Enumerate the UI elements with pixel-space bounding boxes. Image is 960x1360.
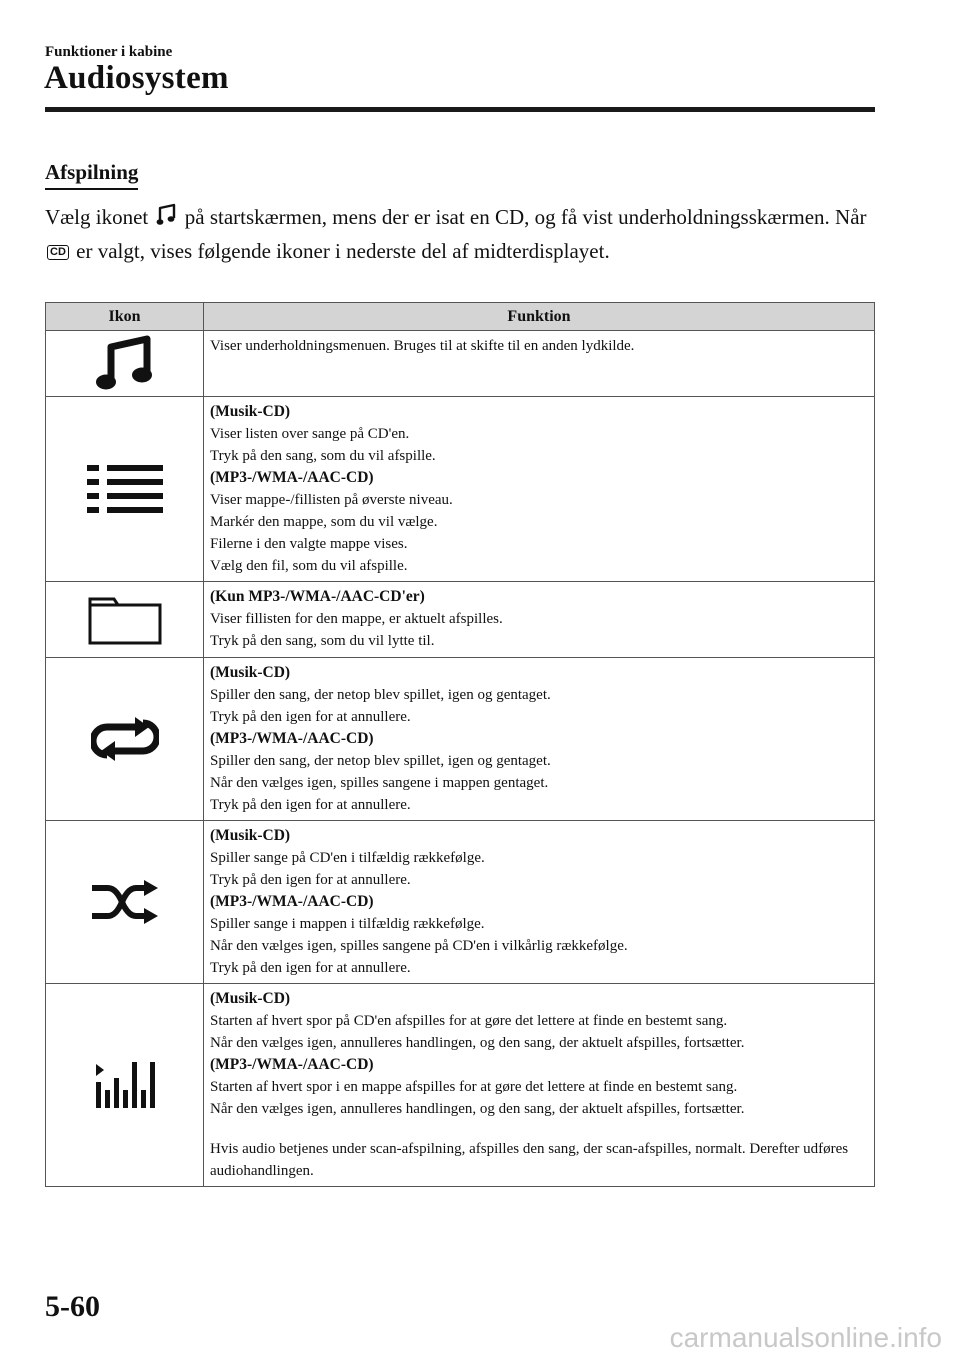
func-line: Starten af hvert spor i en mappe afspilles for at gøre det lettere at finde en bestemt sang.	[210, 1079, 738, 1095]
func-line: (MP3-/WMA-/AAC-CD)	[210, 730, 374, 747]
func-line: (MP3-/WMA-/AAC-CD)	[210, 469, 374, 486]
func-line: Viser listen over sange på CD'en.	[210, 426, 410, 442]
func-line: Vælg den fil, som du vil afspille.	[210, 558, 408, 574]
intro-paragraph	[45, 203, 875, 266]
func-line: Tryk på den igen for at annullere.	[210, 709, 411, 725]
header-function: Funktion	[204, 303, 875, 331]
function-cell	[204, 397, 875, 582]
shuffle-icon	[46, 821, 204, 984]
title-rule	[45, 107, 875, 112]
function-cell	[204, 984, 875, 1187]
function-cell	[204, 658, 875, 821]
func-line: Hvis audio betjenes under scan-afspilning, afspilles den sang, der scan-afspilles, normalt. Derefter udføres audiohandlingen.	[210, 1141, 849, 1179]
func-line: (MP3-/WMA-/AAC-CD)	[210, 1056, 374, 1073]
func-line: Tryk på den igen for at annullere.	[210, 960, 411, 976]
func-line: (MP3-/WMA-/AAC-CD)	[210, 893, 374, 910]
section-label: Funktioner i kabine	[45, 44, 173, 60]
icon-function-table	[45, 302, 875, 1187]
scan-icon	[46, 984, 204, 1187]
func-line: (Musik-CD)	[210, 664, 291, 681]
repeat-icon	[46, 658, 204, 821]
music-note-inline-icon	[156, 203, 178, 237]
func-line: Når den vælges igen, annulleres handlingen, og den sang, der aktuelt afspilles, fortsætter.	[210, 1035, 745, 1051]
subheading: Afspilning	[45, 160, 138, 190]
func-line: Viser underholdningsmenuen. Bruges til at skifte til en anden lydkilde.	[210, 338, 635, 354]
table-header-row	[46, 303, 875, 331]
func-line: Når den vælges igen, spilles sangene på CD'en i vilkårlig rækkefølge.	[210, 938, 628, 954]
page-title: Audiosystem	[44, 60, 229, 96]
func-line: Markér den mappe, som du vil vælge.	[210, 514, 438, 530]
func-line: Filerne i den valgte mappe vises.	[210, 536, 408, 552]
intro-text-1: Vælg ikonet	[45, 205, 149, 229]
table-row	[46, 331, 875, 397]
function-cell	[204, 821, 875, 984]
func-line: Spiller den sang, der netop blev spillet, igen og gentaget.	[210, 687, 551, 703]
table-row	[46, 397, 875, 582]
func-line: Tryk på den igen for at annullere.	[210, 872, 411, 888]
watermark: carmanualsonline.info	[669, 1322, 942, 1353]
func-line: (Musik-CD)	[210, 403, 291, 420]
func-line: Tryk på den sang, som du vil lytte til.	[210, 633, 435, 649]
func-line: Tryk på den igen for at annullere.	[210, 797, 411, 813]
func-line: (Musik-CD)	[210, 827, 291, 844]
func-line: Spiller sange i mappen i tilfældig rækkefølge.	[210, 916, 485, 932]
intro-text-3: er valgt, vises følgende ikoner i nederste del af midterdisplayet.	[76, 239, 610, 263]
table-row	[46, 658, 875, 821]
folder-icon	[46, 582, 204, 658]
table-row	[46, 984, 875, 1187]
intro-text-2: på startskærmen, mens der er isat en CD, og få vist underholdningsskærmen. Når	[184, 205, 867, 229]
table-row	[46, 582, 875, 658]
func-line: (Musik-CD)	[210, 990, 291, 1007]
music-note-icon	[46, 331, 204, 397]
header-icon: Ikon	[46, 303, 204, 331]
func-line: Starten af hvert spor på CD'en afspilles for at gøre det lettere at finde en bestemt sang.	[210, 1013, 728, 1029]
func-line: Når den vælges igen, spilles sangene i mappen gentaget.	[210, 775, 549, 791]
function-cell	[204, 331, 875, 397]
func-line: Spiller sange på CD'en i tilfældig rækkefølge.	[210, 850, 485, 866]
cd-badge-icon: CD	[47, 245, 69, 260]
func-line: Tryk på den sang, som du vil afspille.	[210, 448, 436, 464]
func-line: Viser mappe-/fillisten på øverste niveau.	[210, 492, 453, 508]
function-cell	[204, 582, 875, 658]
func-line: Spiller den sang, der netop blev spillet, igen og gentaget.	[210, 753, 551, 769]
func-line: Når den vælges igen, annulleres handlingen, og den sang, der aktuelt afspilles, fortsætter.	[210, 1101, 745, 1117]
func-line: (Kun MP3-/WMA-/AAC-CD'er)	[210, 588, 425, 605]
list-icon	[46, 397, 204, 582]
page-number: 5-60	[45, 1290, 100, 1323]
func-line: Viser fillisten for den mappe, er aktuelt afspilles.	[210, 611, 503, 627]
table-row	[46, 821, 875, 984]
